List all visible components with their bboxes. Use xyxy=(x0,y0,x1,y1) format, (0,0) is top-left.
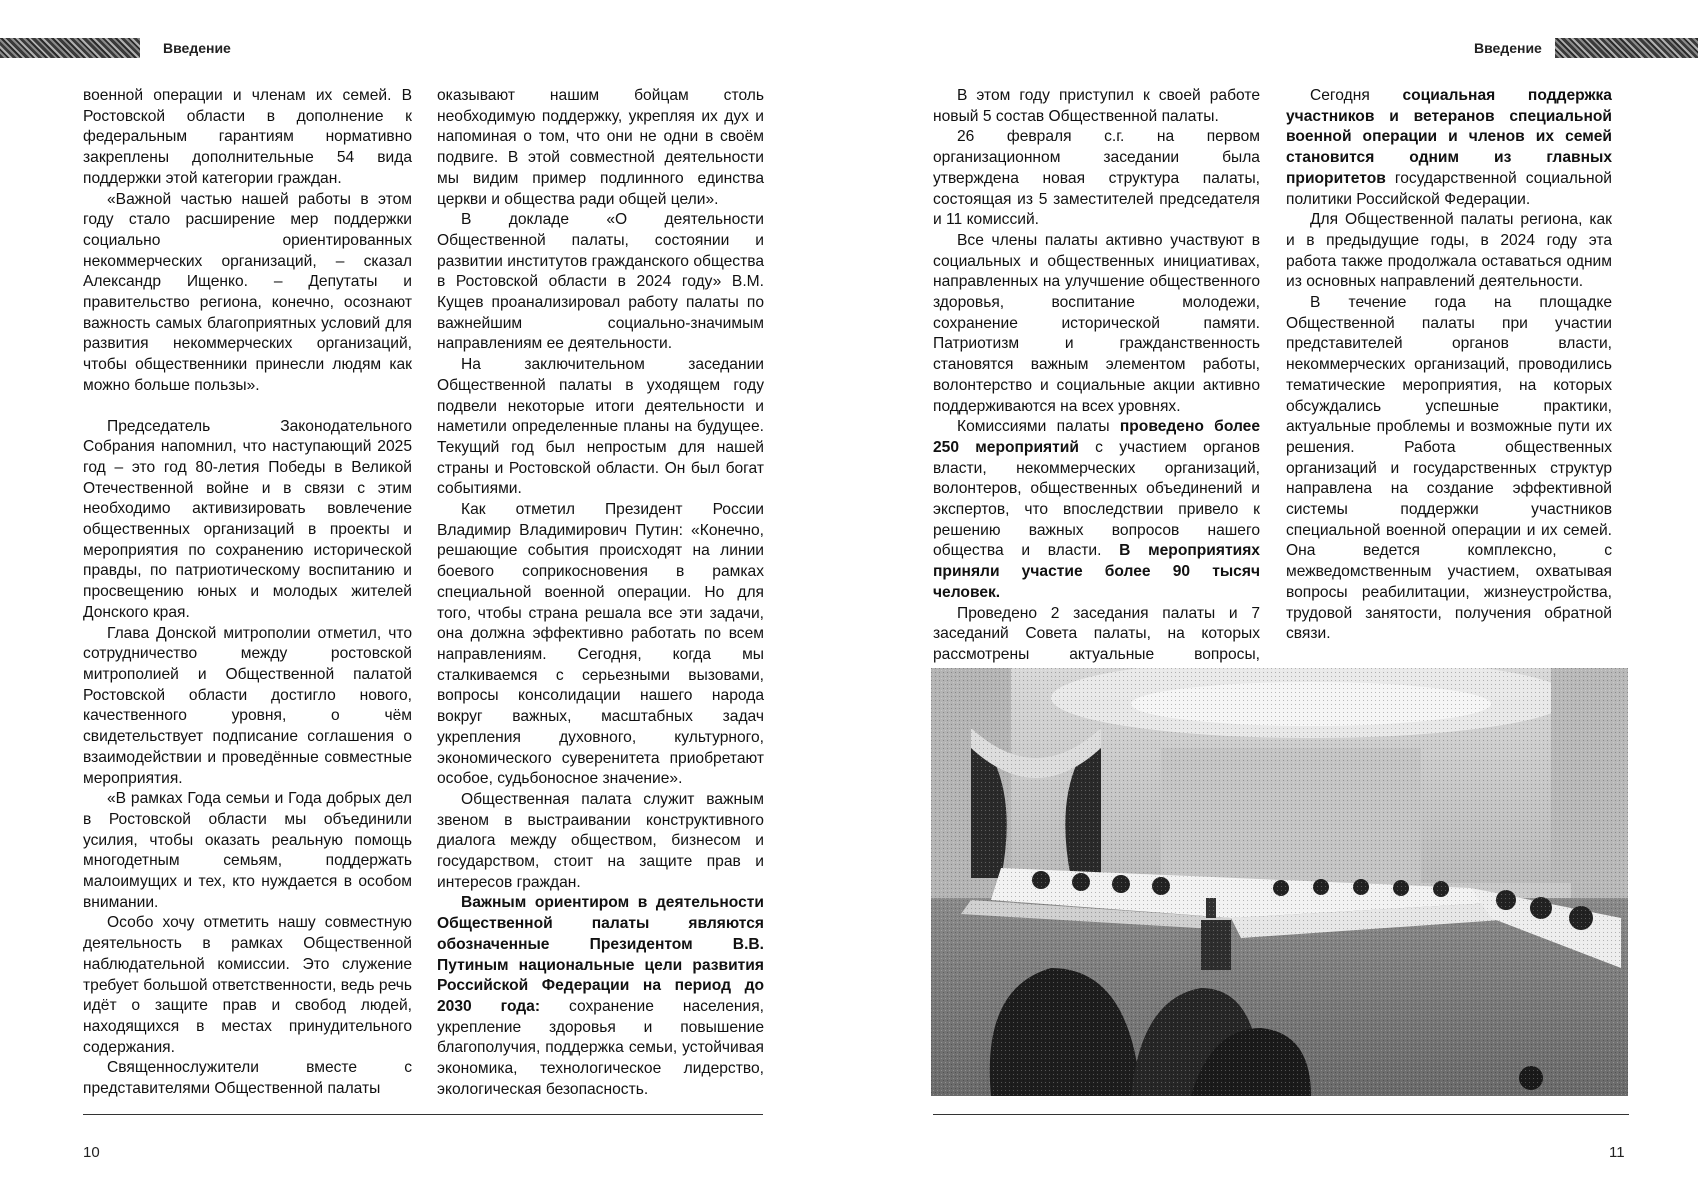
paragraph: оказывают нашим бойцам столь необходимую поддержку, укрепляя их дух и напоминая о том, что они не одни в своём подвиге. В этой совместной деятельности мы видим пример подлинного единства церкви и общества ради общей цели». xyxy=(437,87,764,208)
paragraph: В докладе «О деятельности Общественной палаты, состоянии и развитии институтов гражданского общества в Ростовской области в 2024 году» В.М. Кущев проанализировал работу палаты по важнейшим социально-значимым направлениям ее деятельности. xyxy=(437,211,764,353)
header-decor-bar xyxy=(0,38,140,58)
left-column-2 xyxy=(437,86,764,1100)
text-span: Сегодня xyxy=(1310,87,1403,104)
paragraph xyxy=(437,893,764,1100)
photo-illustration xyxy=(931,668,1628,1096)
header-decor-bar xyxy=(1555,38,1698,58)
text-span: с участием органов власти, некоммерческих организаций, волонтеров, общественных объединений и экспертов, что впоследствии привело к решению важных вопросов нашего общества и власти. xyxy=(933,438,1260,560)
paragraph: «В рамках Года семьи и Года добрых дел в Ростовской области мы объединили усилия, чтобы оказать реальную помощь многодетным семьям, поддержать малоимущих и тех, кто нуждается в особом внимании. xyxy=(83,790,412,911)
paragraph: Председатель Законодательного Собрания напомнил, что наступающий 2025 год – это год 80-летия Победы в Великой Отечественной войне и в связи с этим необходимо активизировать вовлечение общественных организаций в проекты и мероприятия по сохранению исторической правды, по патриотическому воспитанию и просвещению юных и молодых жителей Донского края. xyxy=(83,417,412,621)
text-span: государственной социальной политики Российской Федерации. xyxy=(1286,169,1612,208)
paragraph: военной операции и членам их семей. В Ростовской области в дополнение к федеральным гарантиям нормативно закреплены дополнительные 54 вида поддержки этой категории граждан. xyxy=(83,87,412,187)
page-number-left: 10 xyxy=(83,1144,100,1161)
paragraph: «Важной частью нашей работы в этом году стало расширение мер поддержки социально ориентированных некоммерческих организаций, – сказал Александр Ищенко. – Депутаты и правительство региона, конечно, осознают важность самых благоприятных условий для развития некоммерческих организаций, чтобы общественники принесли людям как можно больше пользы». xyxy=(83,190,412,394)
bold-highlight: В мероприятиях приняли участие более 90 тысяч человек. xyxy=(933,542,1260,601)
paragraph: Священнослужители вместе с представителями Общественной палаты xyxy=(83,1059,412,1098)
paragraph: Проведено 2 заседания палаты и 7 заседаний Совета палаты, на которых рассмотрены актуальные вопросы, xyxy=(933,604,1260,663)
paragraph: Глава Донской митрополии отметил, что сотрудничество между ростовской митрополией и Общественной палатой Ростовской области достигло нового, качественного уровня, о чём свидетельствует подписание соглашения о взаимодействии и проведённые совместные мероприятия. xyxy=(83,624,412,787)
paragraph: На заключительном заседании Общественной палаты в уходящем году подвели некоторые итоги деятельности и наметили определенные планы на будущее. Текущий год был непростым для нашей страны и Ростовской области. Он был богат событиями. xyxy=(437,356,764,498)
header-title-right: Введение xyxy=(1474,40,1542,56)
right-column-2 xyxy=(1286,86,1612,645)
text-span: Комиссиями палаты xyxy=(957,418,1120,436)
footer-rule xyxy=(83,1114,763,1115)
meeting-hall-photo xyxy=(931,668,1628,1096)
paragraph: Как отметил Президент России Владимир Владимирович Путин: «Конечно, решающие события происходят на линии боевого соприкосновения в рамках специальной военной операции. Но для того, чтобы страна решала все эти задачи, она должна эффективно работать по всем направлениям. Сегодня, когда мы сталкиваемся с серьезными вызовами, вопросы консолидации нашего народа вокруг важных, масштабных задач укрепления духовного, культурного, экономического суверенитета приобретают особое, судьбоносное значение». xyxy=(437,501,764,788)
footer-rule xyxy=(933,1114,1629,1115)
page-number-right: 11 xyxy=(1609,1144,1625,1161)
paragraph: В этом году приступил к своей работе новый 5 состав Общественной палаты. xyxy=(933,87,1260,125)
paragraph: Все члены палаты активно участвуют в социальных и общественных инициативах, направленных на улучшение общественного здоровья, воспитание молодежи, сохранение исторической памяти. Патриотизм и гражданственность становятся важным элементом работы, волонтерство и социальные акции активно поддерживаются на всех уровнях. xyxy=(933,231,1260,415)
paragraph: Для Общественной палаты региона, как и в предыдущие годы, в 2024 году эта работа также продолжала оставаться одним из основных направлений деятельности. xyxy=(1286,211,1612,291)
right-column-1 xyxy=(933,86,1260,686)
text-span: сохранение населения, укрепление здоровья и повышение благополучия, поддержка семьи, устойчивая экономика, технологическое лидерство, экологическая безопасность. xyxy=(437,997,764,1098)
paragraph: Особо хочу отметить нашу совместную деятельность в рамках Общественной наблюдательной комиссии. Это служение требует большой ответственности, ведь речь идёт о защите прав и свобод людей, находящихся в местах принудительного содержания. xyxy=(83,914,412,1056)
paragraph: 26 февраля с.г. на первом организационном заседании была утверждена новая структура палаты, состоящая из 5 заместителей председателя и 11 комиссий. xyxy=(933,128,1260,229)
bold-highlight: проведено более 250 мероприятий xyxy=(933,418,1261,456)
paragraph xyxy=(1286,86,1612,210)
paragraph: В течение года на площадке Общественной палаты при участии представителей органов власти, некоммерческих организаций, проводились тематические мероприятия, на которых обсуждались успешные практики, актуальные проблемы и возможные пути их решения. Работа общественных организаций и государственных структур направлена на создание эффективной системы поддержки участников специальной военной операции и их семей. Она ведется комплексно, с межведомственным участием, охватывая вопросы реабилитации, жизнеустройства, трудовой занятости, получения обратной связи. xyxy=(1286,294,1612,643)
right-page xyxy=(849,0,1698,1200)
bold-highlight: Важным ориентиром в деятельности Общественной палаты являются обозначенные Президентом В.В. Путиным национальные цели развития Российской Федерации на период до 2030 года: xyxy=(437,894,764,1015)
header-title-left: Введение xyxy=(163,40,231,56)
paragraph: Общественная палата служит важным звеном в выстраивании конструктивного диалога между обществом, бизнесом и государством, стоит на защите прав и интересов граждан. xyxy=(437,790,764,891)
paragraph xyxy=(933,417,1260,603)
left-column-1 xyxy=(83,86,412,1100)
bold-highlight: социальная поддержка участников и ветеранов специальной военной операции и членов их семей становится одним из главных приоритетов xyxy=(1286,87,1612,187)
